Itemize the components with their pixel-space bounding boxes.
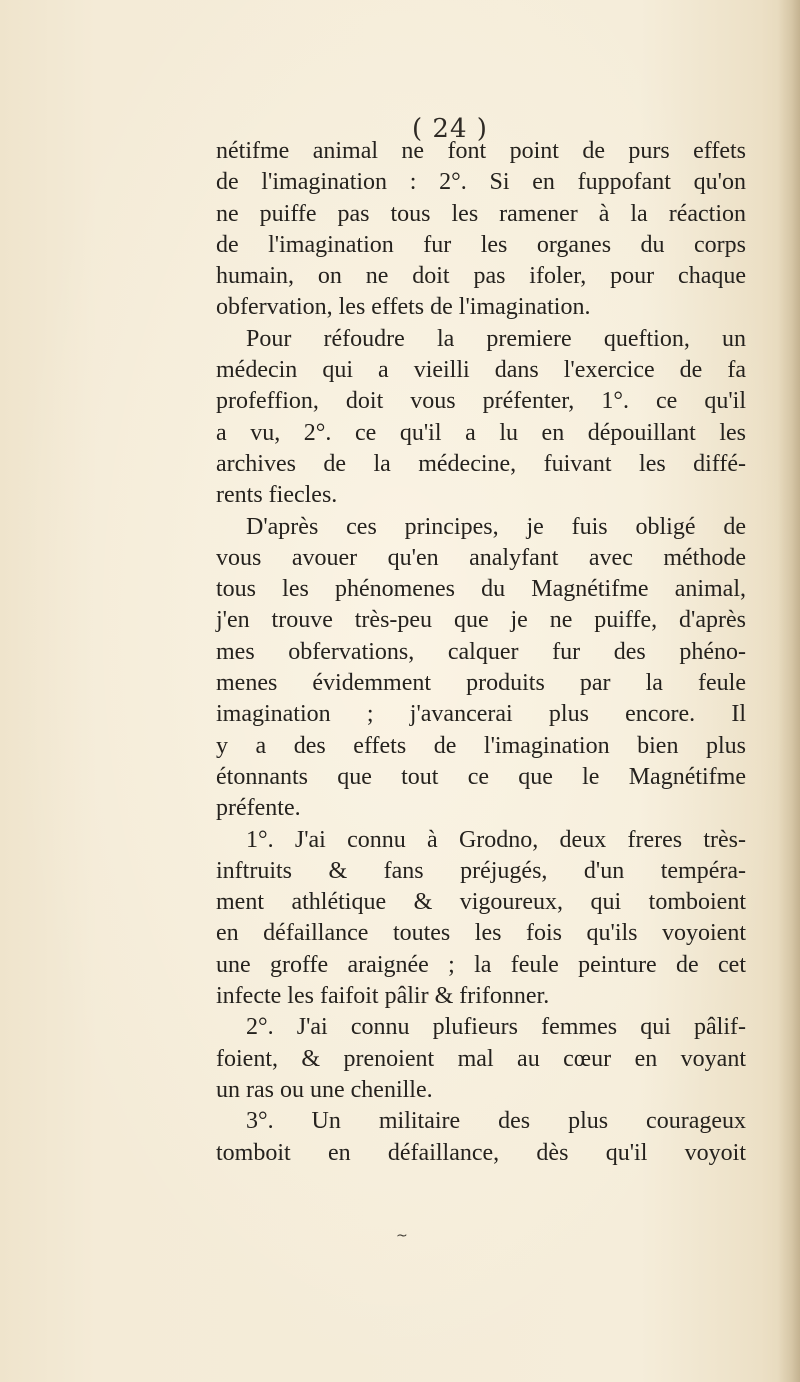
text-line: 1°. J'ai connu à Grodno, deux freres très-	[246, 826, 746, 853]
page-number: ( 24 )	[412, 114, 488, 144]
text-line: Pour réfoudre la premiere queftion, un	[246, 325, 746, 352]
text-line: vous avouer qu'en analyfant avec méthode	[216, 544, 746, 571]
text-line: a vu, 2°. ce qu'il a lu en dépouillant les	[216, 419, 746, 446]
text-line: mes obfervations, calquer fur des phéno-	[216, 638, 746, 665]
text-line: inftruits & fans préjugés, d'un tempéra-	[216, 857, 746, 884]
text-line: foient, & prenoient mal au cœur en voyant	[216, 1045, 746, 1072]
text-line: un ras ou une chenille.	[216, 1076, 433, 1103]
text-line: étonnants que tout ce que le Magnétifme	[216, 763, 746, 790]
text-line: profeffion, doit vous préfenter, 1°. ce qu'il	[216, 388, 746, 415]
text-line: nétifme animal ne font point de purs effets	[216, 138, 746, 164]
text-line: en défaillance toutes les fois qu'ils voyoient	[216, 920, 746, 947]
text-line: ment athlétique & vigoureux, qui tomboient	[216, 889, 746, 916]
page-edge-shadow	[778, 0, 800, 1382]
text-line: 2°. J'ai connu plufieurs femmes qui pâlif-	[246, 1014, 746, 1041]
text-line: infecte les faifoit pâlir & frifonner.	[216, 983, 550, 1010]
text-line: ne puiffe pas tous les ramener à la réaction	[216, 200, 746, 227]
text-line: de l'imagination : 2°. Si en fuppofant qu'on	[216, 169, 746, 196]
catchword-mark: ~	[396, 1228, 408, 1244]
text-line: obfervation, les effets de l'imagination.	[216, 294, 591, 321]
text-line: humain, on ne doit pas ifoler, pour chaque	[216, 263, 746, 290]
body-text	[216, 136, 746, 1169]
text-line: j'en trouve très-peu que je ne puiffe, d'après	[216, 607, 746, 634]
text-line: archives de la médecine, fuivant les diffé-	[216, 450, 746, 477]
text-line: menes évidemment produits par la feule	[216, 670, 746, 697]
text-line: tous les phénomenes du Magnétifme animal,	[216, 576, 746, 603]
text-line: imagination ; j'avancerai plus encore. Il	[216, 701, 746, 728]
text-line: 3°. Un militaire des plus courageux	[246, 1108, 746, 1135]
text-line: de l'imagination fur les organes du corps	[216, 231, 746, 258]
text-line: préfente.	[216, 795, 301, 822]
text-line: D'après ces principes, je fuis obligé de	[246, 513, 746, 540]
text-line: une groffe araignée ; la feule peinture de cet	[216, 951, 746, 978]
text-line: y a des effets de l'imagination bien plus	[216, 732, 746, 759]
text-line: rents fiecles.	[216, 482, 338, 509]
text-line: médecin qui a vieilli dans l'exercice de fa	[216, 357, 746, 384]
text-line: tomboit en défaillance, dès qu'il voyoit	[216, 1139, 746, 1166]
